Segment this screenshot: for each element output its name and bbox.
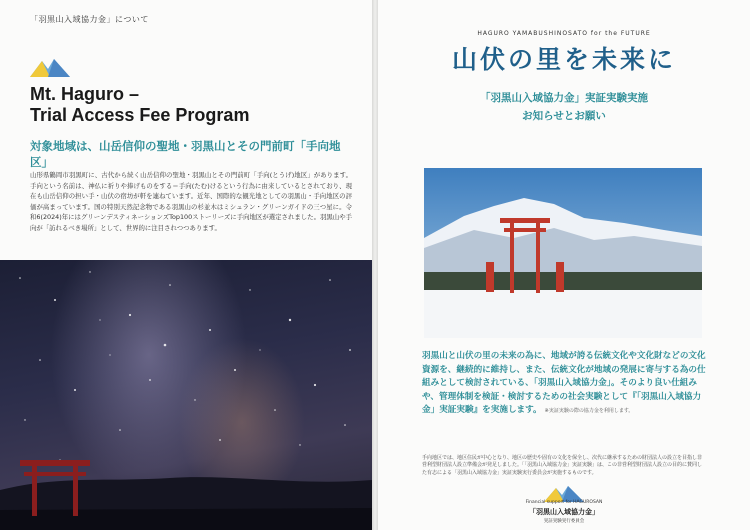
english-title: [30, 84, 249, 126]
left-page: [0, 0, 372, 530]
desc-footnote: ※実証実験の際の協力金を利用します。: [544, 408, 634, 414]
program-description: 羽黒山と山伏の里の未来の為に、地域が誇る伝統文化や文化財などの文化資源を、継続的に維持し、また、伝統文化が地域の発展に寄与する為の仕組みとして検討されている、「羽黒山入域協力金」。そのより良い仕組みや、管理体制を検証・検討するための社会実験として『「羽黒山入域協力金」実証実験』を実施します。 ※実証実験の際の協力金を利用します。: [422, 351, 706, 415]
snowy-mountain-torii-photo: [424, 168, 702, 338]
footer-program-name: 「羽黒山入域協力金」: [529, 508, 599, 516]
background-note: 手向地区では、地区住民が中心となり、地区の歴史や固有の文化を保全し、次代に継承するための財団法人の設立を目指し非営利型財団法人設立準備会が発足しました。「「羽黒山入域協力金」実証実験」は、この非営利型財団法人設立の目的に賛同した有志による「羽黒山入域協力金」実証実験実行委員会が実施するものです。: [422, 455, 703, 476]
region-description: 山形県鶴岡市羽黒町に、古代から続く山岳信仰の聖地・羽黒山とその門前町「手向(とうげ)地区」があります。手向という名前は、神仏に祈りや捧げものをする＝手向(たむ)けるという行為に由来しているとされており、現在も山岳信仰の担い手・山伏の宿坊が軒を連ねています。近年、国際的な観光地としての羽黒山・手向地区の評価が高まっています。国の特別天然記念物である羽黒山の杉並木はミシュラン・グリーンガイドの三つ星に。令和6(2024)年にはグリーンデスティネーションズTop100ストーリーズに手向地区が選定されました。羽黒山や手向が「訪れるべき場所」として、世界的に注目されつつあります。: [30, 171, 352, 232]
english-subtitle: HAGURO YAMABUSHINOSATO for the FUTURE: [477, 30, 651, 37]
section-tag: 「羽黒山入域協力金」について: [30, 15, 149, 24]
title-line-1: Mt. Haguro –: [30, 84, 140, 104]
footer-committee: 実証実験実行委員会: [543, 519, 585, 524]
region-heading: 対象地域は、山岳信仰の聖地・羽黒山とその門前町「手向地区」: [30, 139, 341, 169]
main-title: 山伏の里を未来に: [451, 45, 676, 74]
announcement-title: 「羽黒山入域協力金」実証実験実施: [480, 92, 648, 104]
mountain-logo-icon: [30, 55, 70, 77]
notice-subtitle: お知らせとお願い: [522, 110, 606, 122]
footer-english: Financial support for HAGUROSAN: [525, 500, 603, 505]
title-line-2: Trial Access Fee Program: [30, 105, 250, 125]
milky-way-photo: [0, 260, 372, 530]
right-page: [378, 0, 750, 530]
